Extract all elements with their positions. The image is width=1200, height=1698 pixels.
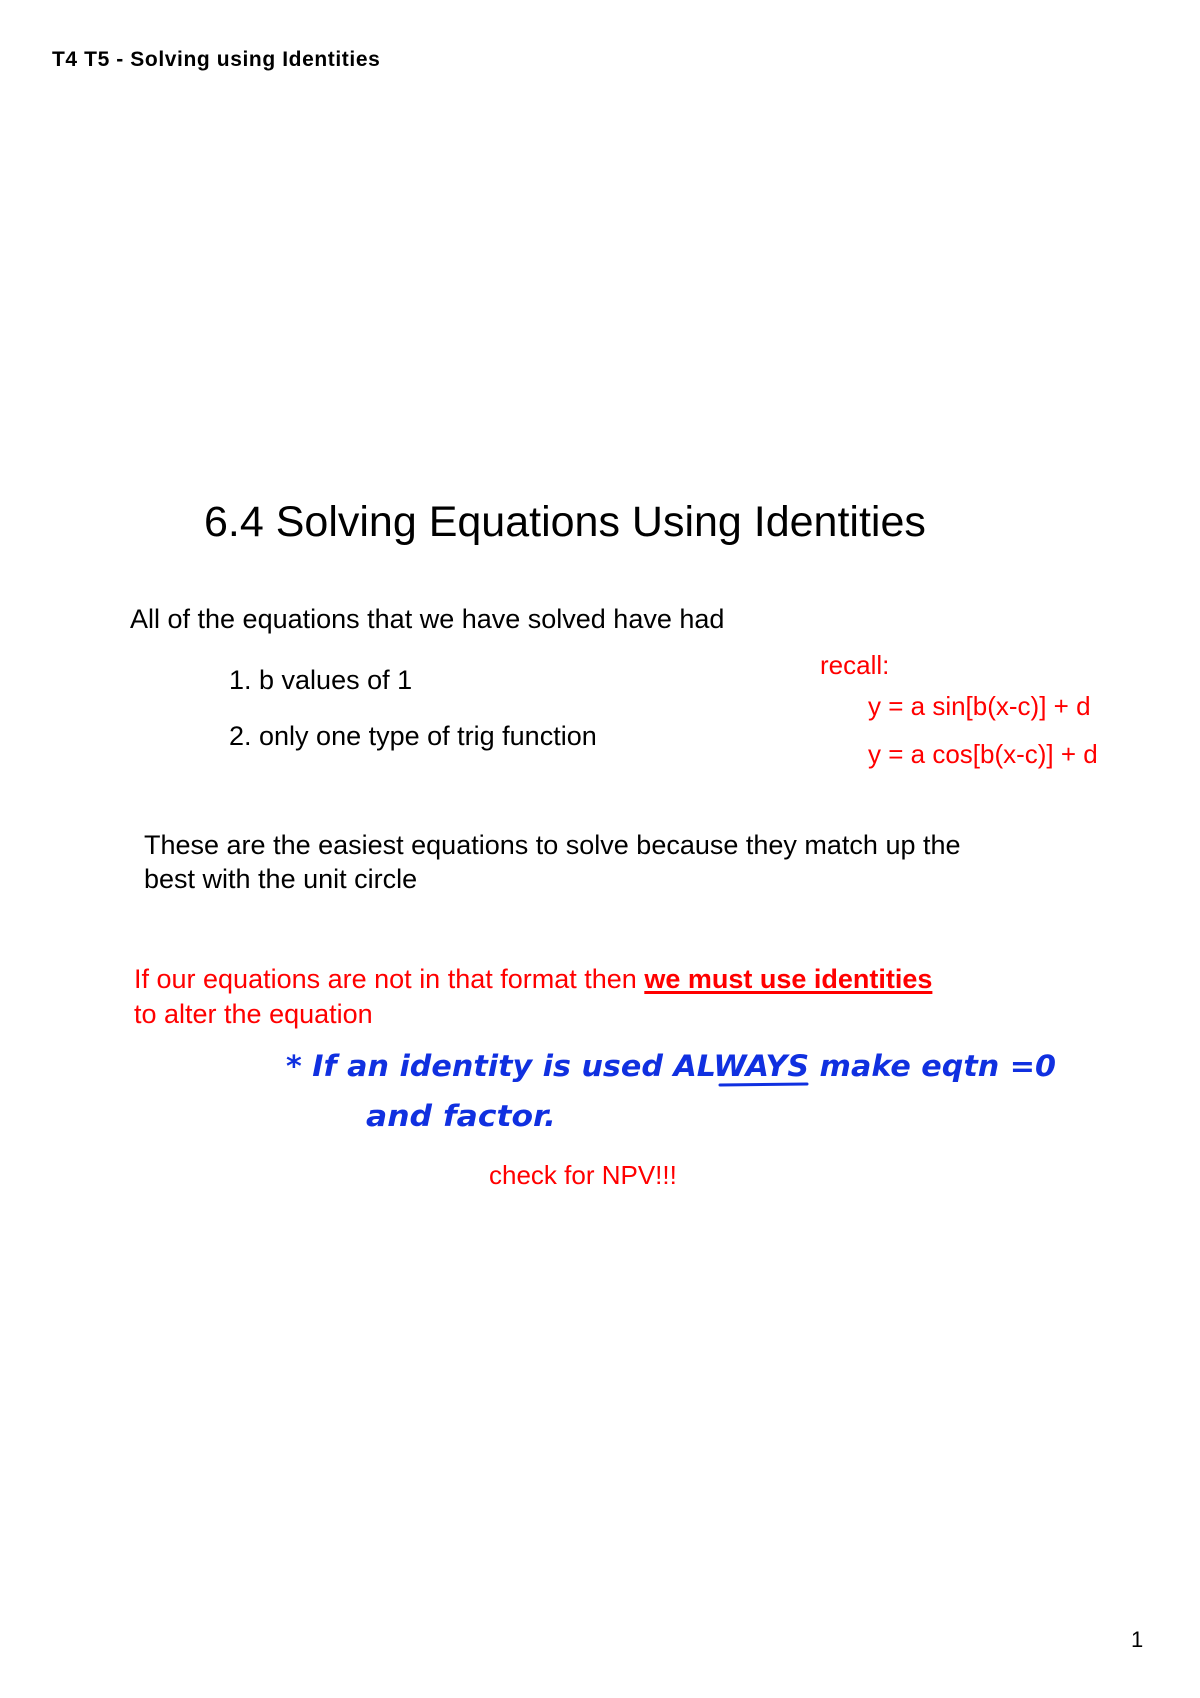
list-item: 1. b values of 1	[229, 665, 413, 695]
format-note-line	[134, 964, 932, 995]
recall-cosine-equation: y = a cos[b(x-c)] + d	[868, 739, 1098, 769]
format-note-emphasis: we must use identities	[644, 964, 933, 994]
page-number: 1	[1131, 1627, 1144, 1652]
format-note-line: to alter the equation	[134, 999, 373, 1029]
easiest-note-line: These are the easiest equations to solve because they match up the	[144, 830, 961, 860]
intro-text: All of the equations that we have solved have had	[130, 604, 725, 634]
handwritten-note	[282, 1050, 1062, 1140]
handwritten-note-line: * If an identity is used ALWAYS make eqtn =0	[286, 1050, 1056, 1083]
npv-reminder: check for NPV!!!	[489, 1160, 677, 1190]
handwritten-note-line: and factor.	[366, 1099, 556, 1133]
list-item: 2. only one type of trig function	[229, 721, 597, 751]
recall-label: recall:	[820, 650, 890, 680]
format-note-text: If our equations are not in that format then	[134, 964, 645, 994]
page-title: 6.4 Solving Equations Using Identities	[204, 498, 926, 546]
handwritten-underline	[720, 1084, 807, 1085]
easiest-note-line: best with the unit circle	[144, 864, 418, 894]
page-header: T4 T5 - Solving using Identities	[52, 48, 381, 71]
recall-sine-equation: y = a sin[b(x-c)] + d	[868, 691, 1091, 721]
